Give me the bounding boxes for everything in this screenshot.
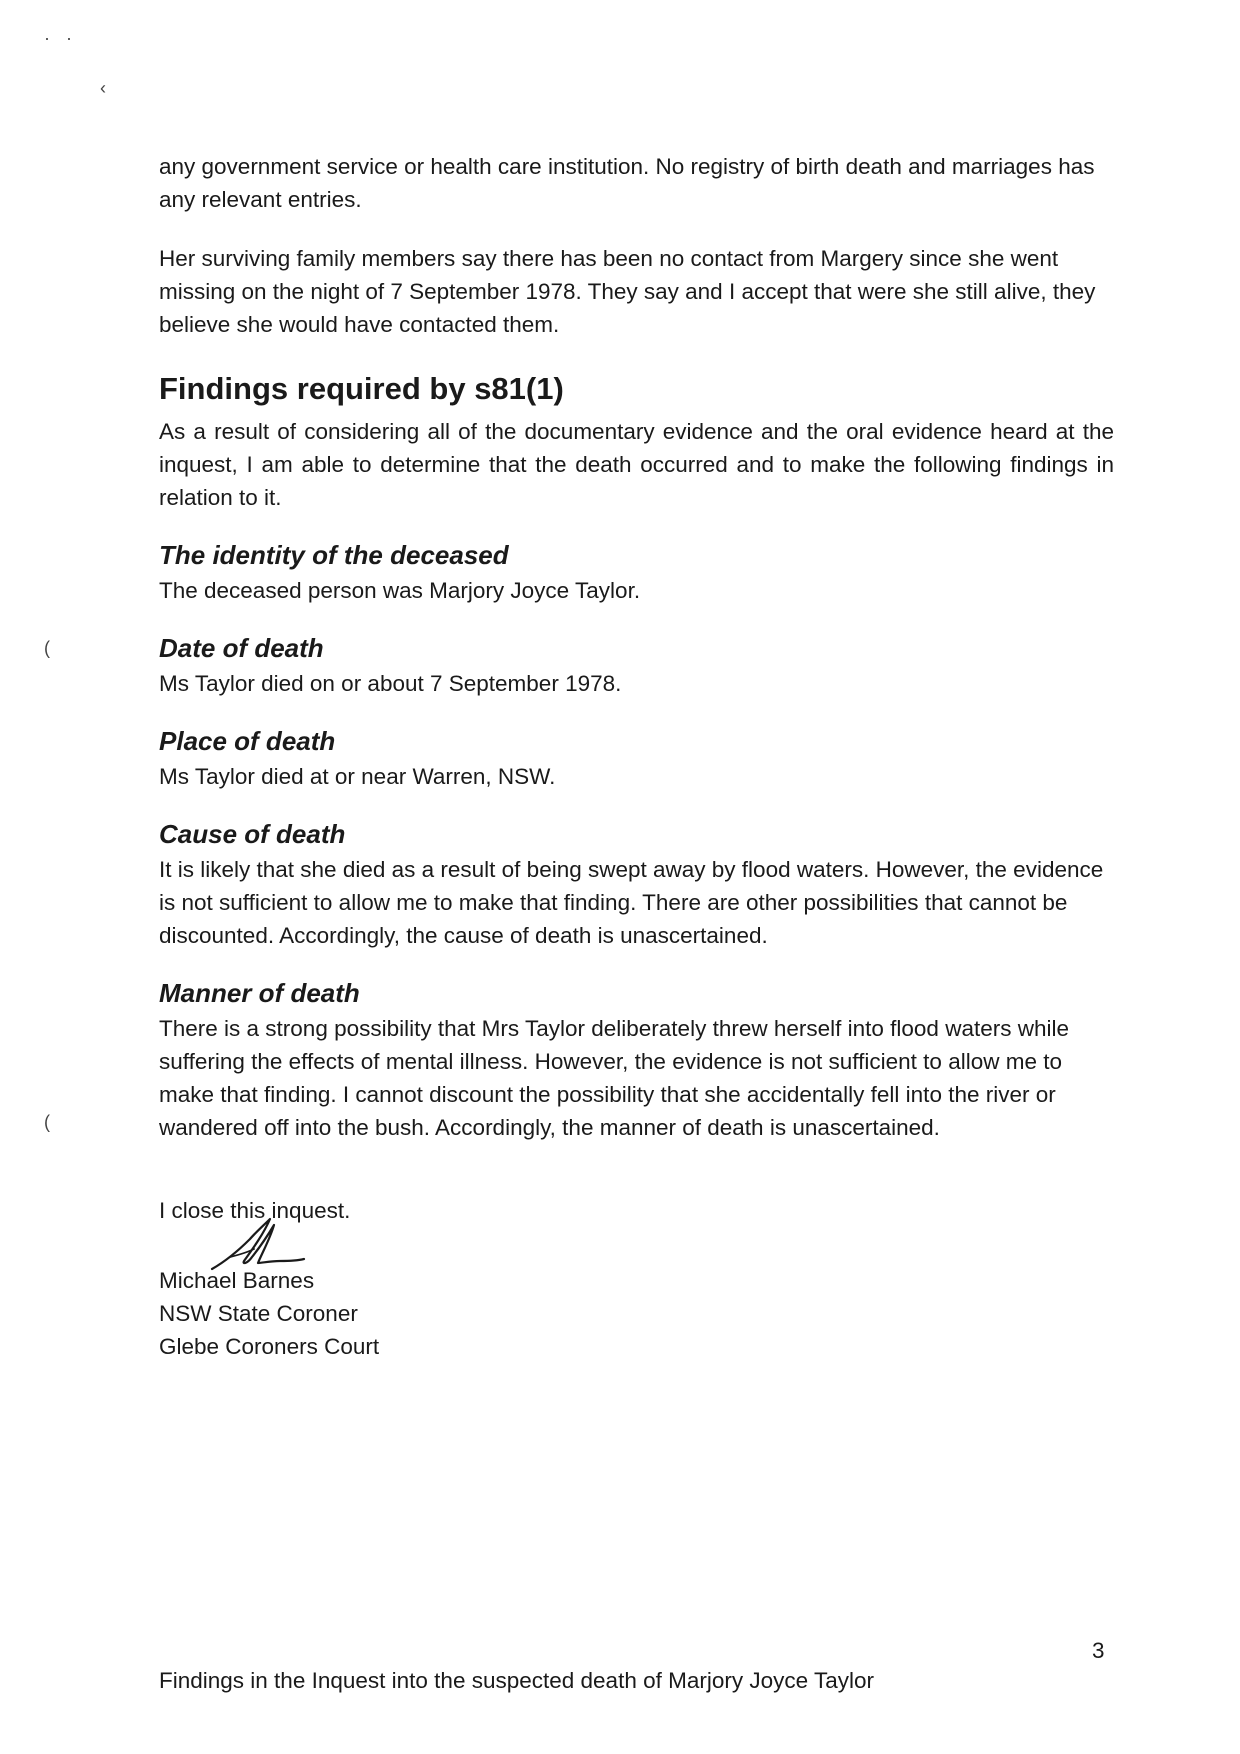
signatory-name: Michael Barnes [159, 1268, 315, 1293]
date-of-death-text: Ms Taylor died on or about 7 September 1978. [159, 671, 622, 696]
manner-of-death-heading: Manner of death [159, 978, 360, 1008]
place-of-death-text: Ms Taylor died at or near Warren, NSW. [159, 764, 556, 789]
intro-paragraph-2: Her surviving family members say there has been no contact from Margery since she went missing on the night of 7 September 1978. They say and I accept that were she still alive, they believe she would have contacted them. [159, 246, 1096, 337]
place-of-death-heading: Place of death [159, 726, 336, 756]
cause-of-death-heading: Cause of death [159, 819, 346, 849]
signatory-court: Glebe Coroners Court [159, 1334, 380, 1359]
handwritten-signature [204, 1217, 1114, 1272]
identity-heading: The identity of the deceased [159, 540, 509, 570]
closing-statement: I close this inquest. [159, 1198, 351, 1223]
scan-artifact: ‹ [100, 78, 106, 98]
signatory-title: NSW State Coroner [159, 1301, 358, 1326]
intro-paragraph-1: any government service or health care institution. No registry of birth death and marriages has any relevant entries. [159, 154, 1095, 212]
page-footer: Findings in the Inquest into the suspected death of Marjory Joyce Taylor [159, 1668, 874, 1693]
scan-artifact: · [66, 28, 72, 48]
findings-heading: Findings required by s81(1) [159, 371, 564, 406]
findings-intro: As a result of considering all of the documentary evidence and the oral evidence heard at the inquest, I am able to determine that the death occurred and to make the following findings in relation to it. [159, 419, 1114, 510]
scan-artifact: · [44, 28, 50, 48]
date-of-death-heading: Date of death [159, 633, 324, 663]
cause-of-death-text: It is likely that she died as a result of being swept away by flood waters. However, the evidence is not sufficient to allow me to make that finding. There are other possibilities that cannot be discounted. Accordingly, the cause of death is unascertained. [159, 857, 1104, 948]
scan-artifact: ( [44, 1112, 50, 1132]
scan-artifact: ( [44, 638, 50, 658]
document-body [159, 150, 1114, 1363]
page-number: 3 [1092, 1638, 1105, 1663]
identity-text: The deceased person was Marjory Joyce Taylor. [159, 578, 641, 603]
manner-of-death-text: There is a strong possibility that Mrs Taylor deliberately threw herself into flood waters while suffering the effects of mental illness. However, the evidence is not sufficient to allow me to make that finding. I cannot discount the possibility that she accidentally fell into the river or wandered off into the bush. Accordingly, the manner of death is unascertained. [159, 1016, 1069, 1140]
